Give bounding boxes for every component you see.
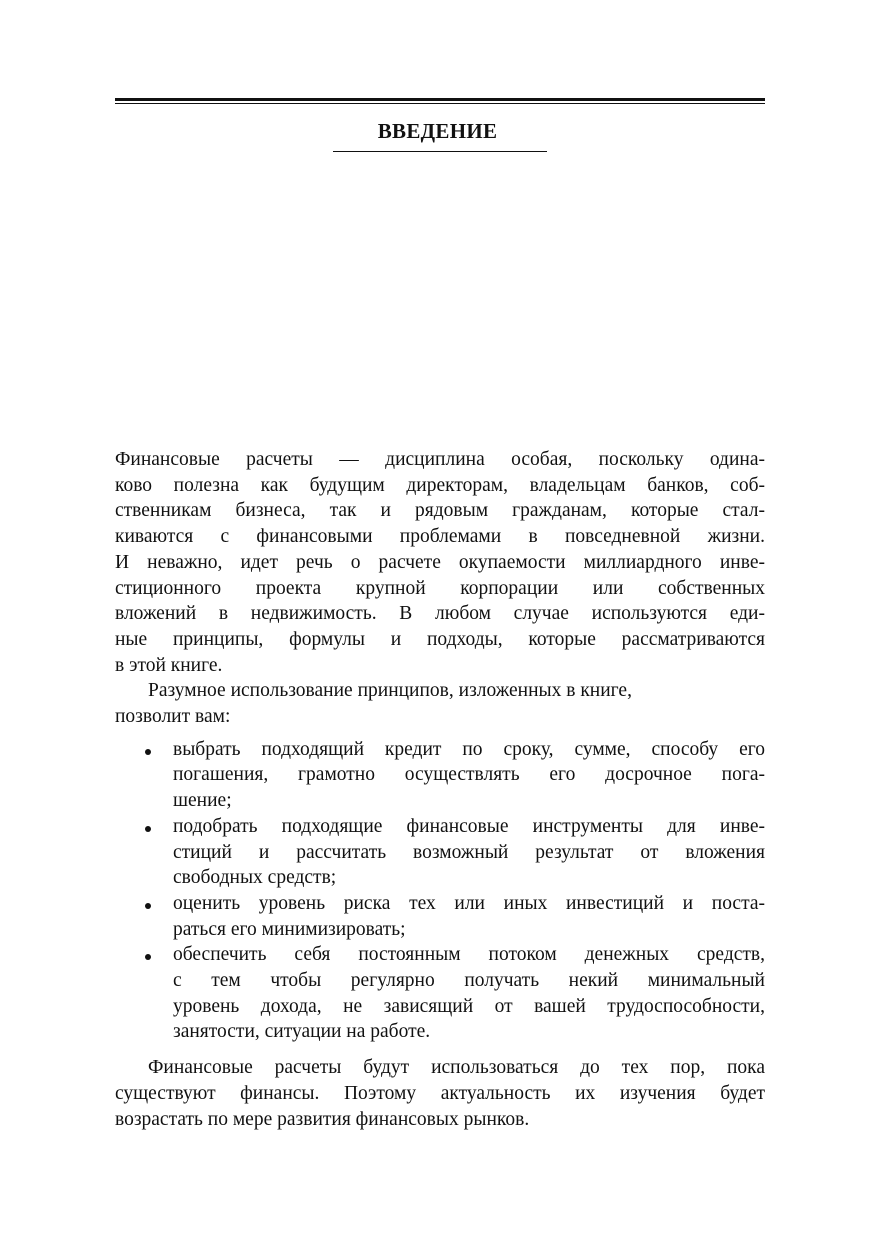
header-rule-thin (115, 103, 765, 104)
title-underline (333, 151, 547, 152)
text-line: стиций и рассчитать возможный результат от вложения (173, 841, 765, 863)
text-line: погашения, грамотно осуществлять его досрочное пога- (173, 764, 765, 786)
list-item (115, 891, 765, 942)
bullet-icon (145, 826, 151, 832)
text-line: шение; (173, 790, 232, 812)
text-line: ственникам бизнеса, так и рядовым гражданам, которые стал- (115, 500, 765, 522)
text-line: ково полезна как будущим директорам, владельцам банков, соб- (115, 474, 765, 496)
text-line: подобрать подходящие финансовые инструменты для инве- (173, 815, 765, 837)
text-line: вложений в недвижимость. В любом случае используются еди- (115, 603, 765, 625)
text-line: уровень дохода, не зависящий от вашей трудоспособности, (173, 995, 765, 1017)
text-line: Разумное использование принципов, изложенных в книге, (148, 680, 632, 702)
header-rule-thick (115, 98, 765, 101)
text-line: ные принципы, формулы и подходы, которые рассматриваются (115, 628, 765, 650)
text-line: стиционного проекта крупной корпорации или собственных (115, 577, 765, 599)
text-line: позволит вам: (115, 706, 231, 728)
list-item (115, 942, 765, 1045)
list-item (115, 814, 765, 891)
text-line: оценить уровень риска тех или иных инвестиций и поста- (173, 892, 765, 914)
bullet-icon (145, 903, 151, 909)
text-line: возрастать по мере развития финансовых рынков. (115, 1108, 530, 1130)
bullet-icon (145, 954, 151, 960)
lead-paragraph (115, 678, 765, 729)
text-line: киваются с финансовыми проблемами в повседневной жизни. (115, 526, 765, 548)
text-line: с тем чтобы регулярно получать некий минимальный (173, 970, 765, 992)
text-line: И неважно, идет речь о расчете окупаемости миллиардного инве- (115, 551, 765, 573)
closing-paragraph (115, 1055, 765, 1132)
text-line: Финансовые расчеты — дисциплина особая, поскольку одина- (115, 449, 765, 470)
intro-paragraph (115, 447, 765, 678)
text-line: в этой книге. (115, 654, 223, 676)
text-line: существуют финансы. Поэтому актуальность их изучения будет (115, 1082, 765, 1104)
chapter-body (115, 447, 765, 1132)
chapter-title: ВВЕДЕНИЕ (377, 119, 498, 143)
text-line: раться его минимизировать; (173, 918, 406, 940)
list-item (115, 737, 765, 814)
text-line: занятости, ситуации на работе. (173, 1021, 431, 1043)
text-line: выбрать подходящий кредит по сроку, сумме, способу его (173, 738, 765, 760)
text-line: Финансовые расчеты будут использоваться до тех пор, пока (148, 1057, 765, 1079)
text-line: обеспечить себя постоянным потоком денежных средств, (173, 944, 765, 966)
text-line: свободных средств; (173, 867, 337, 889)
bullet-icon (145, 749, 151, 755)
benefits-list (115, 737, 765, 1045)
